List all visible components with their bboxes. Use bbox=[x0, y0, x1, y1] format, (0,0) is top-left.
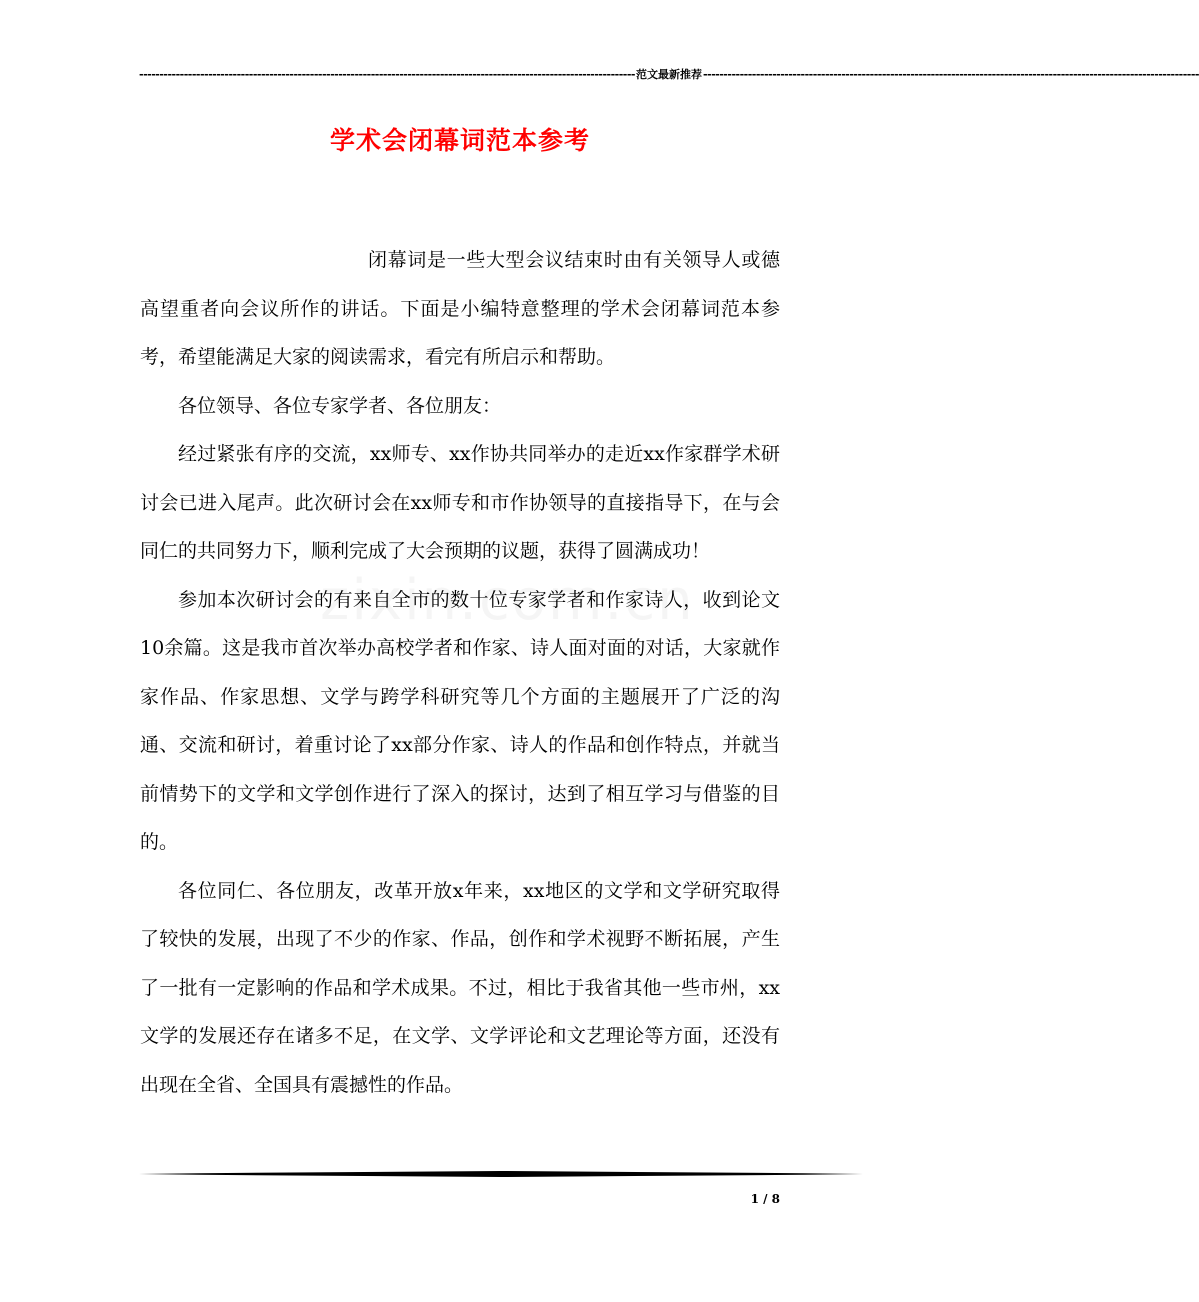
body-paragraph: 参加本次研讨会的有来自全市的数十位专家学者和作家诗人，收到论文10余篇。这是我市首次举办高校学者和作家、诗人面对面的对话，大家就作家作品、作家思想、文学与跨学科研究等几个方面的主题展开了广泛的沟通、交流和研讨，着重讨论了xx部分作家、诗人的作品和创作特点，并就当前情势下的文学和文学创作进行了深入的探讨，达到了相互学习与借鉴的目的。 bbox=[140, 588, 780, 853]
intro-paragraph: 闭幕词是一些大型会议结束时由有关领导人或德高望重者向会议所作的讲话。下面是小编特意整理的学术会闭幕词范本参考，希望能满足大家的阅读需求，看完有所启示和帮助。 bbox=[140, 249, 780, 368]
body-paragraph: 各位同仁、各位朋友，改革开放x年来，xx地区的文学和文学研究取得了较快的发展，出现了不少的作家、作品，创作和学术视野不断拓展，产生了一批有一定影响的作品和学术成果。不过，相比于我省其他一些市州，xx文学的发展还存在诸多不足，在文学、文学评论和文艺理论等方面，还没有出现在全省、全国具有震撼性的作品。 bbox=[140, 879, 780, 1096]
header-banner bbox=[139, 68, 1199, 82]
document-body bbox=[140, 236, 780, 1109]
body-paragraph: 经过紧张有序的交流，xx师专、xx作协共同举办的走近xx作家群学术研讨会已进入尾声。此次研讨会在xx师专和市作协领导的直接指导下，在与会同仁的共同努力下，顺利完成了大会预期的议题，获得了圆满成功！ bbox=[140, 443, 780, 562]
header-dash-right: -------------------------------------------------------------------------------------------------------------------------- bbox=[702, 68, 1199, 81]
salutation-paragraph: 各位领导、各位专家学者、各位朋友： bbox=[178, 394, 502, 417]
header-label: 范文最新推荐 bbox=[635, 68, 702, 81]
footer-rule bbox=[139, 1171, 863, 1177]
header-dash-left: -------------------------------------------------------------------------------------------------------------------------- bbox=[139, 68, 635, 81]
document-title: 学术会闭幕词范本参考 bbox=[329, 126, 590, 155]
page-number: 1 / 8 bbox=[750, 1192, 780, 1206]
